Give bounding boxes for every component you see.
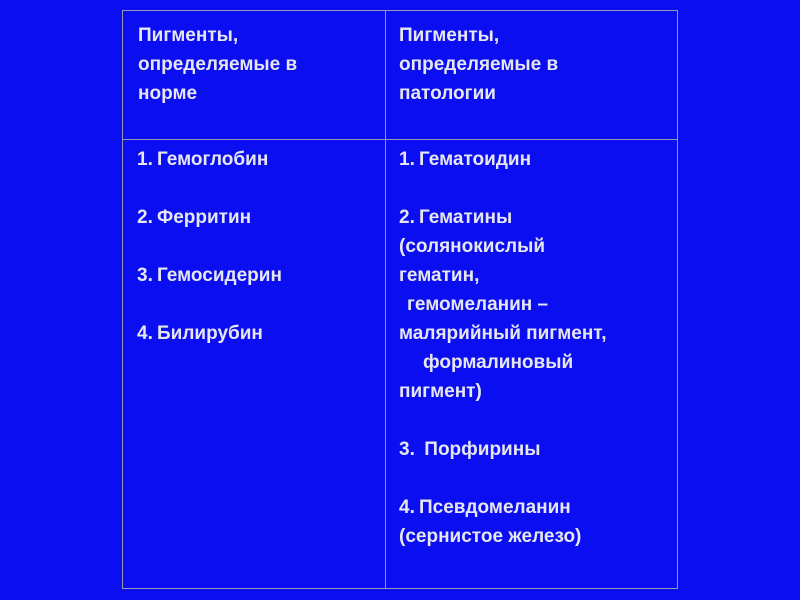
header-left-line: Пигменты, <box>138 25 239 46</box>
item-number: 4. <box>399 497 415 518</box>
item-number: 1. <box>399 149 415 170</box>
item-text-line: гемомеланин – <box>407 294 549 315</box>
header-right-line: патологии <box>399 83 496 104</box>
item-number: 4. <box>137 323 153 344</box>
list-item <box>399 435 606 464</box>
header-pathology <box>399 21 558 108</box>
pigments-table <box>122 10 678 589</box>
list-item <box>399 493 606 522</box>
item-text-line: (солянокислый <box>399 236 545 257</box>
item-number: 1. <box>137 149 153 170</box>
item-text: Ферритин <box>157 207 252 228</box>
item-text: Гемосидерин <box>157 265 282 286</box>
normal-pigments-list <box>137 145 282 348</box>
item-number: 2. <box>399 207 415 228</box>
header-left-line: норме <box>138 83 198 104</box>
list-item <box>137 145 282 174</box>
item-text-line: (сернистое железо) <box>399 526 582 547</box>
item-text-line: гематин, <box>399 265 480 286</box>
list-item <box>399 145 606 174</box>
pathology-pigments-list <box>399 145 606 551</box>
item-number: 3. <box>399 439 415 460</box>
item-text: Гематоидин <box>419 149 532 170</box>
item-text: Гематины <box>419 207 513 228</box>
item-text: Псевдомеланин <box>419 497 571 518</box>
list-item <box>137 203 282 232</box>
item-text: Порфирины <box>424 439 541 460</box>
item-text-line: пигмент) <box>399 381 482 402</box>
list-item <box>399 203 606 232</box>
item-text-line: малярийный пигмент, <box>399 323 607 344</box>
header-normal <box>138 21 297 108</box>
item-text-line: формалиновый <box>423 352 574 373</box>
item-number: 2. <box>137 207 153 228</box>
item-number: 3. <box>137 265 153 286</box>
header-right-line: Пигменты, <box>399 25 500 46</box>
header-right-line: определяемые в <box>399 54 559 75</box>
column-divider <box>385 11 386 588</box>
item-text: Билирубин <box>157 323 263 344</box>
item-text: Гемоглобин <box>157 149 269 170</box>
header-divider <box>123 139 677 140</box>
list-item <box>137 319 282 348</box>
list-item <box>137 261 282 290</box>
header-left-line: определяемые в <box>138 54 298 75</box>
